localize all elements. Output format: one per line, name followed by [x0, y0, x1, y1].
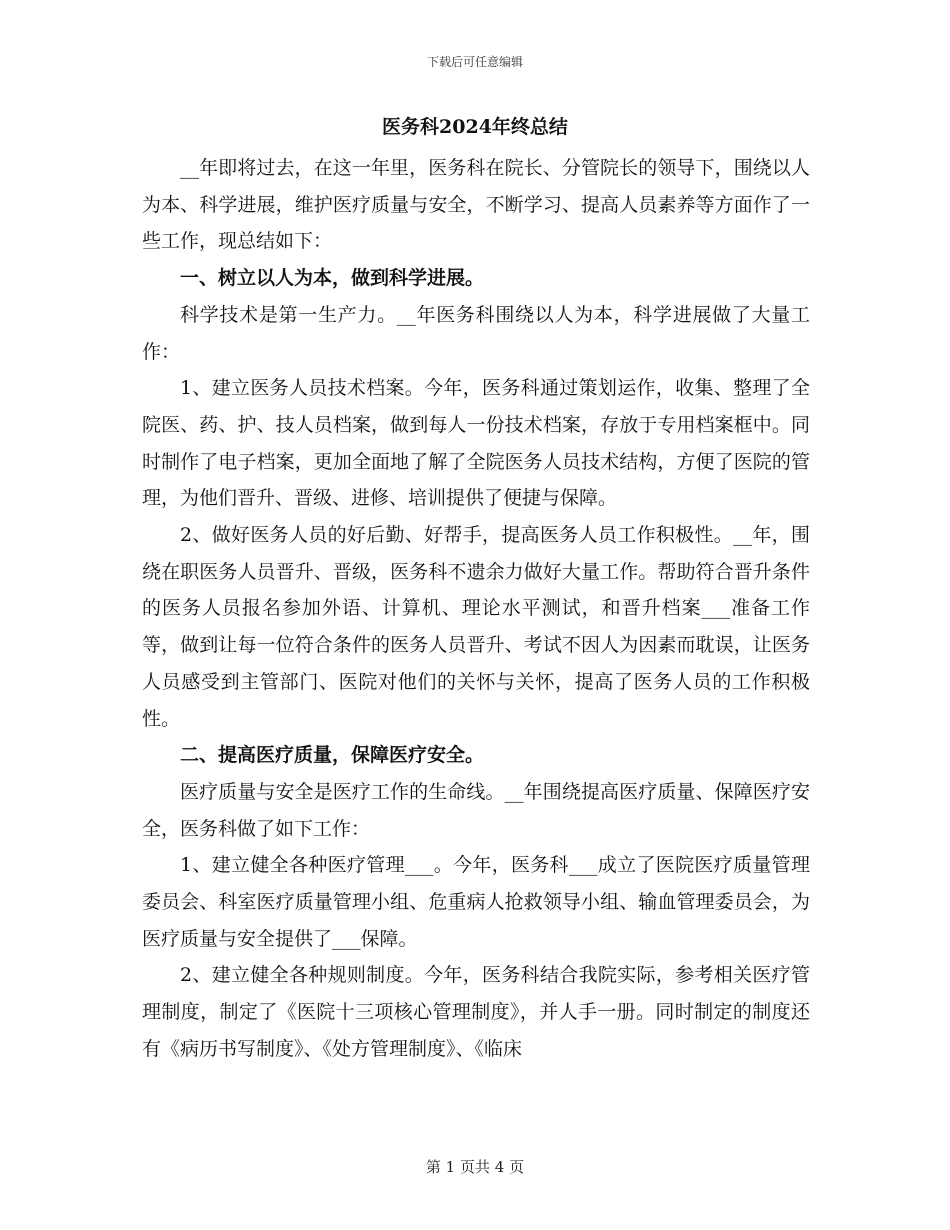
document-title: 医务科2024年终总结: [382, 116, 568, 138]
section-heading: 一、树立以人为本，做到科学进展。: [180, 267, 485, 290]
page-header: 下载后可任意编辑: [426, 55, 523, 69]
section-heading: 二、提高医疗质量，保障医疗安全。: [180, 744, 485, 767]
page-footer: 第 1 页共 4 页: [425, 1158, 525, 1176]
paragraph: 2、做好医务人员的好后勤、好帮手，提高医务人员工作积极性。__年，围绕在职医务人员晋升、晋级，医务科不遗余力做好大量工作。帮助符合晋升条件的医务人员报名参加外语、计算机、理论水平测试，和晋升档案___准备工作等，做到让每一位符合条件的医务人员晋升、考试不因人为因素而耽误，让医务人员感受到主管部门、医院对他们的关怀与关怀，提高了医务人员的工作积极性。: [142, 524, 810, 730]
paragraph-intro: __年即将过去，在这一年里，医务科在院长、分管院长的领导下，围绕以人为本、科学进展，维护医疗质量与安全，不断学习、提高人员素养等方面作了一些工作，现总结如下：: [142, 157, 810, 253]
paragraph: 科学技术是第一生产力。__年医务科围绕以人为本，科学进展做了大量工作：: [142, 303, 810, 363]
paragraph: 1、建立健全各种医疗管理___。今年，医务科___成立了医院医疗质量管理委员会、科室医疗质量管理小组、危重病人抢救领导小组、输血管理委员会，为医疗质量与安全提供了___保障。: [142, 854, 810, 950]
paragraph: 医疗质量与安全是医疗工作的生命线。__年围绕提高医疗质量、保障医疗安全，医务科做了如下工作：: [142, 780, 810, 840]
document-body: [142, 150, 810, 1068]
paragraph: 2、建立健全各种规则制度。今年，医务科结合我院实际，参考相关医疗管理制度，制定了《医院十三项核心管理制度》，并人手一册。同时制定的制度还有《病历书写制度》、《处方管理制度》、《临床: [142, 964, 810, 1060]
paragraph: 1、建立医务人员技术档案。今年，医务科通过策划运作，收集、整理了全院医、药、护、技人员档案，做到每人一份技术档案，存放于专用档案框中。同时制作了电子档案，更加全面地了解了全院医务人员技术结构，方便了医院的管理，为他们晋升、晋级、进修、培训提供了便捷与保障。: [142, 377, 810, 510]
